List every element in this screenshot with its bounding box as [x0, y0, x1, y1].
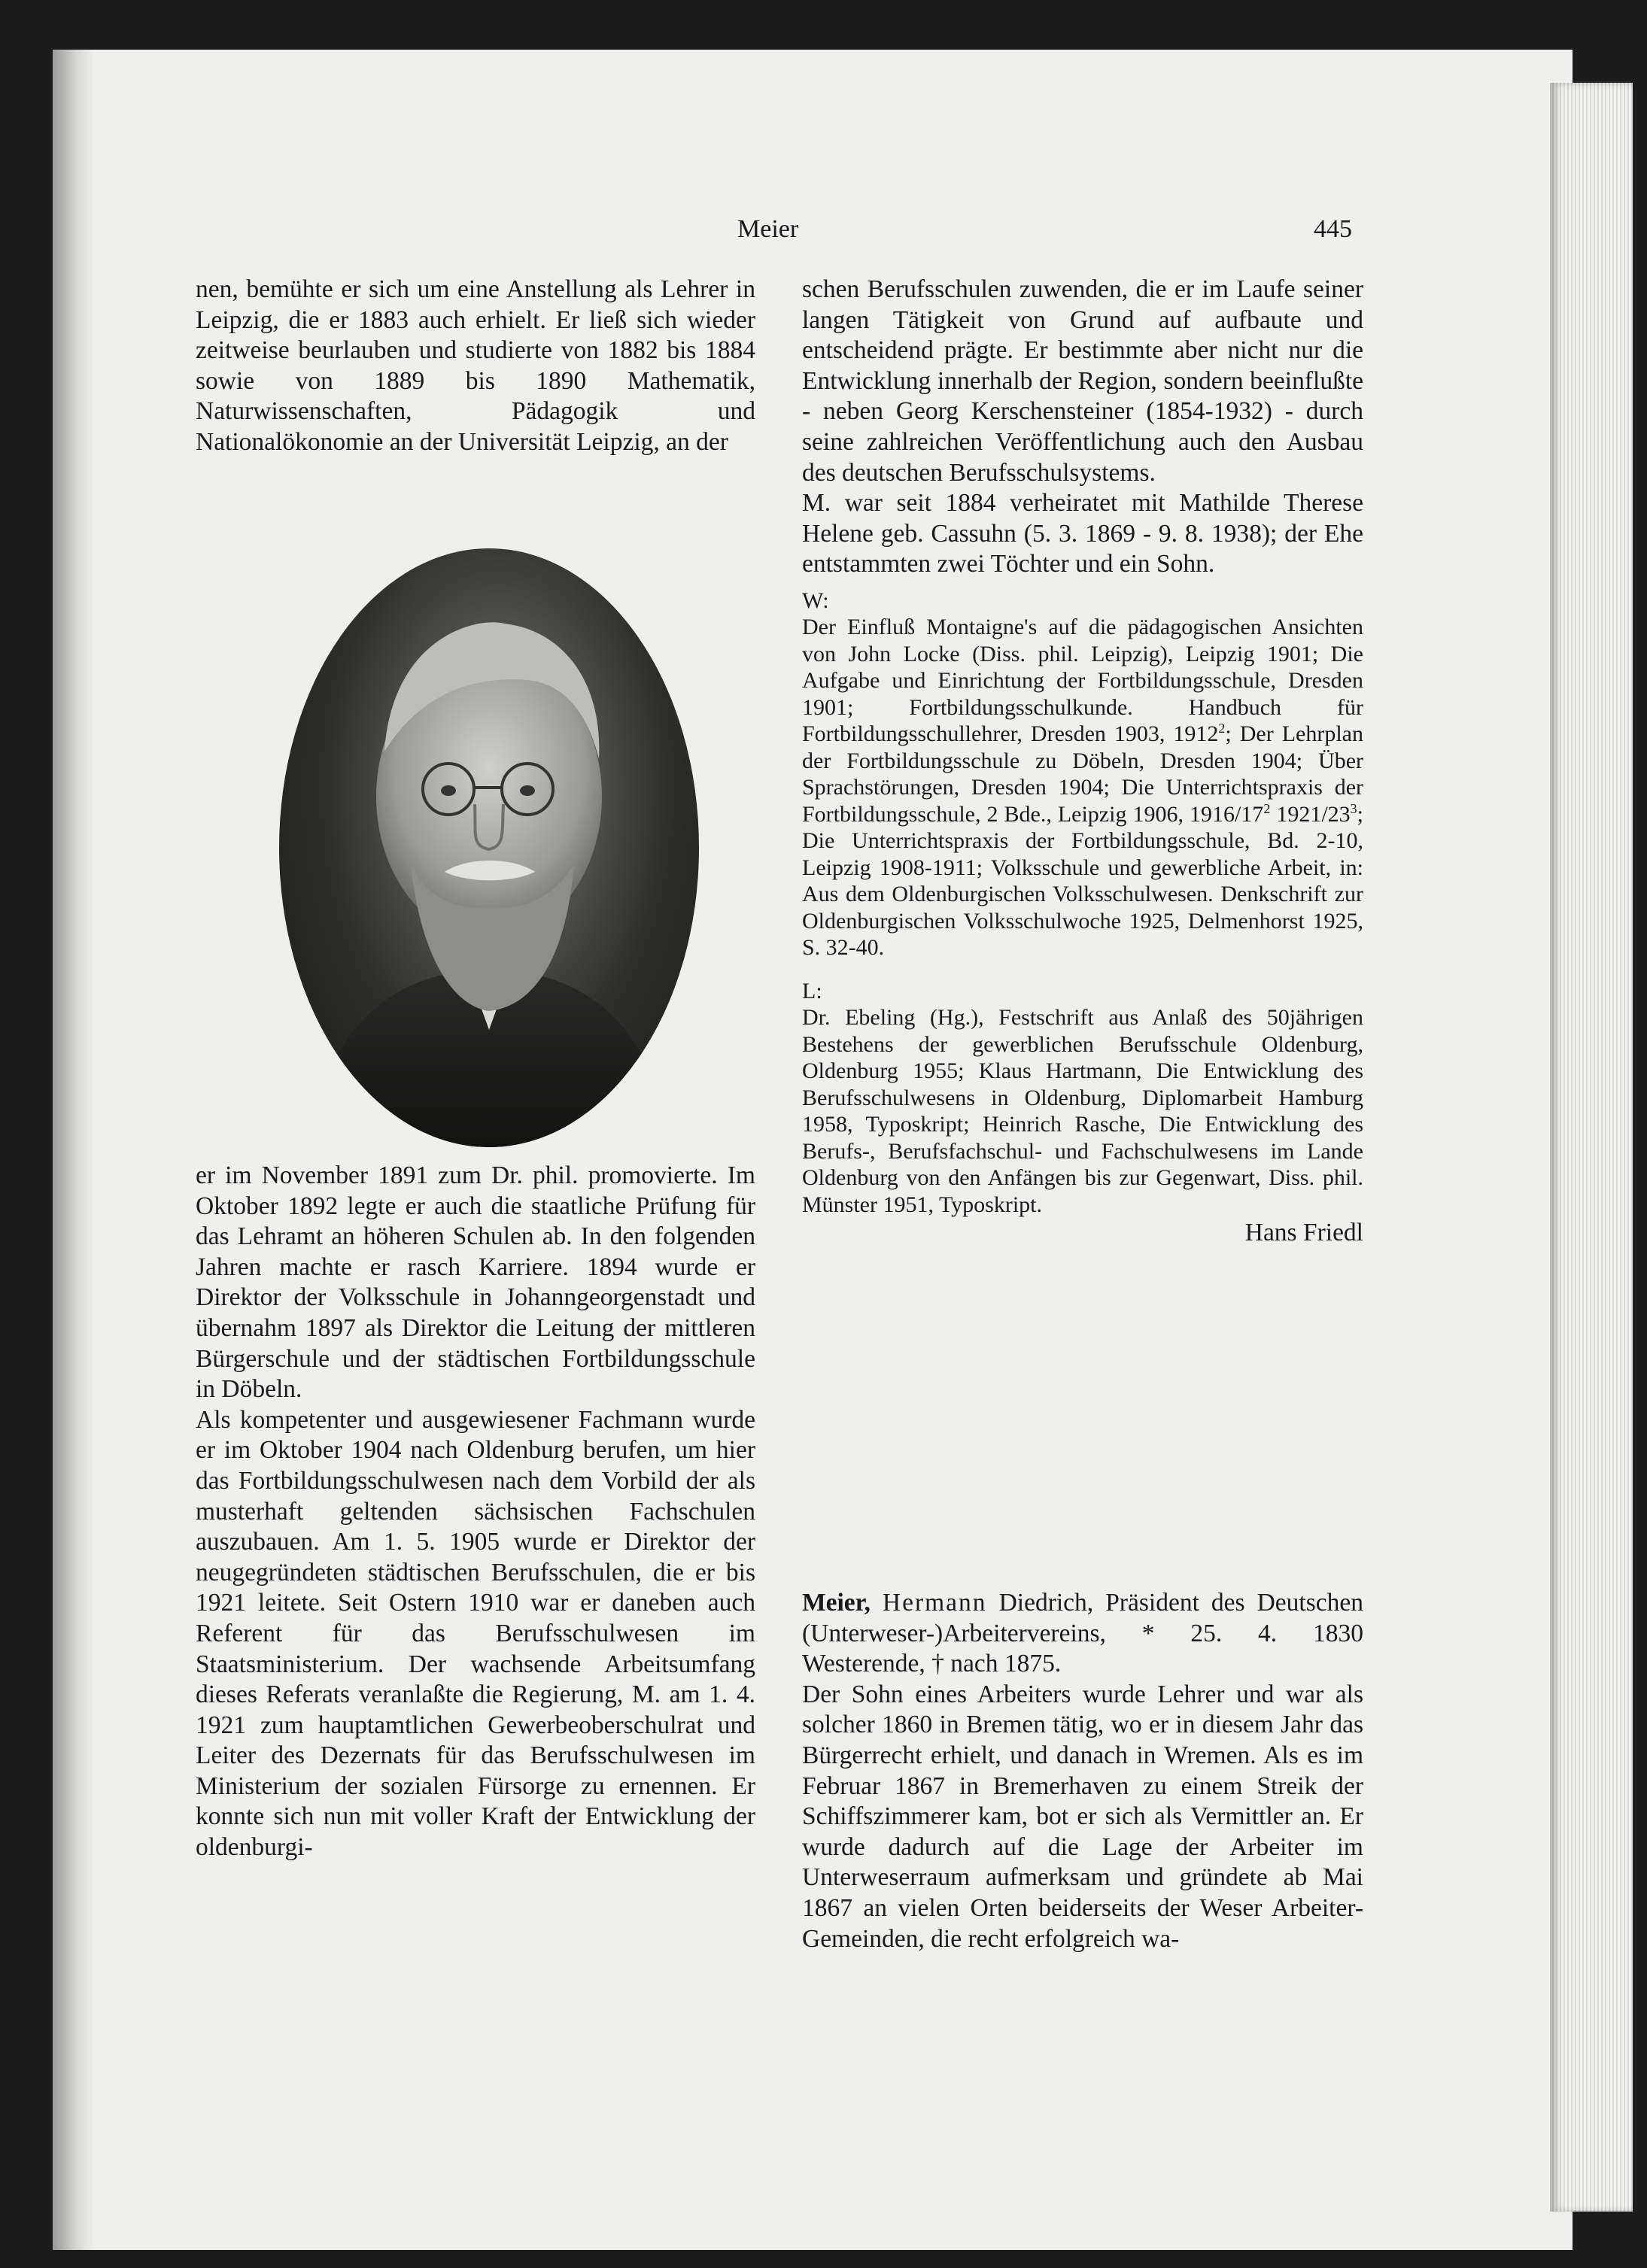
- entry-description: Diedrich, Präsident des Deutschen (Unterweser-)Arbeitervereins, * 25. 4. 1830 Westerende, † nach 1875.: [802, 1589, 1363, 1678]
- entry-heading: [802, 1588, 1363, 1680]
- portrait-photo: [279, 548, 699, 1147]
- paragraph: nen, bemühte er sich um eine Anstellung als Lehrer in Leipzig, die er 1883 auch erhielt. Er ließ sich wieder zeitweise beurlauben und studierte von 1882 bis 1884 sowie von 1889 bis 1890 Mathematik, Naturwissenschaften, Pädagogik und Nationalökonomie an der Universität Leipzig, an der: [196, 275, 755, 456]
- page-edges: [1550, 83, 1633, 2212]
- portrait-illustration: [279, 548, 699, 1147]
- entry-surname: Meier,: [802, 1589, 871, 1617]
- entry-given-name: Hermann: [882, 1589, 987, 1617]
- right-column-bottom: [802, 1588, 1363, 1954]
- left-column-top: [196, 275, 755, 458]
- literature-label: L:: [802, 978, 822, 1003]
- right-column-top: [802, 275, 1363, 1249]
- literature-list: Dr. Ebeling (Hg.), Festschrift aus Anlaß des 50jährigen Bestehens der gewerblichen Berufsschule Oldenburg, Oldenburg 1955; Klaus Hartmann, Die Entwicklung des Berufsschulwesens in Oldenburg, Diplomarbeit Hamburg 1958, Typoskript; Heinrich Rasche, Die Entwicklung des Berufs-, Berufsfachschul- und Fachschulwesens im Lande Oldenburg von den Anfängen bis zur Gegenwart, Diss. phil. Münster 1951, Typoskript.: [802, 1005, 1363, 1217]
- left-column-bottom: [196, 1161, 755, 1863]
- works-label: W:: [802, 587, 829, 613]
- paragraph: Als kompetenter und ausgewiesener Fachmann wurde er im Oktober 1904 nach Oldenburg berufen, um hier das Fortbildungsschulwesen nach dem Vorbild der als musterhaft geltenden sächsischen Fachschulen auszubauen. Am 1. 5. 1905 wurde er Direktor der neugegründeten städtischen Berufsschulen, die er bis 1921 leitete. Seit Ostern 1910 war er daneben auch Referent für das Berufsschulwesen im Staatsministerium. Der wachsende Arbeitsumfang dieses Referats veranlaßte die Regierung, M. am 1. 4. 1921 zum hauptamtlichen Gewerbeoberschulrat und Leiter des Dezernats für das Berufsschulwesen im Ministerium der sozialen Fürsorge zu ernennen. Er konnte sich nun mit voller Kraft der Entwicklung der oldenburgi-: [196, 1405, 755, 1862]
- paragraph: er im November 1891 zum Dr. phil. promovierte. Im Oktober 1892 legte er auch die staatliche Prüfung für das Lehramt an höheren Schulen ab. In den folgenden Jahren machte er rasch Karriere. 1894 wurde er Direktor der Volksschule in Johanngeorgenstadt und übernahm 1897 als Direktor die Leitung der mittleren Bürgerschule und der städtischen Fortbildungsschule in Döbeln.: [196, 1161, 755, 1404]
- book-gutter: [53, 50, 94, 2250]
- paragraph: M. war seit 1884 verheiratet mit Mathilde Therese Helene geb. Cassuhn (5. 3. 1869 - 9. 8. 1938); der Ehe entstammten zwei Töchter und ein Sohn.: [802, 489, 1363, 578]
- article-author: Hans Friedl: [1244, 1219, 1363, 1247]
- paragraph: schen Berufsschulen zuwenden, die er im Laufe seiner langen Tätigkeit von Grund auf aufbaute und entscheidend prägte. Er bestimmte aber nicht nur die Entwicklung innerhalb der Region, sondern beeinflußte - neben Georg Kerschensteiner (1854-1932) - durch seine zahlreichen Veröffentlichung auch den Ausbau des deutschen Berufsschulsystems.: [802, 275, 1363, 487]
- page-number: 445: [1314, 215, 1352, 243]
- paragraph: Der Sohn eines Arbeiters wurde Lehrer und war als solcher 1860 in Bremen tätig, wo er in diesem Jahr das Bürgerrecht erhielt, und danach in Wremen. Als es im Februar 1867 in Bremerhaven zu einem Streik der Schiffszimmerer kam, bot er sich als Vermittler an. Er wurde dadurch auf die Lage der Arbeiter im Unterweserraum aufmerksam und gründete ab Mai 1867 an vielen Orten beiderseits der Weser Arbeiter-Gemeinden, die recht erfolgreich wa-: [802, 1680, 1363, 1953]
- running-header: Meier: [737, 215, 799, 243]
- works-list: Der Einfluß Montaigne's auf die pädagogischen Ansichten von John Locke (Diss. phil. Leipzig), Leipzig 1901; Die Aufgabe und Einrichtung der Fortbildungsschule, Dresden 1901; Fortbildungsschulkunde. Handbuch für Fortbildungsschullehrer, Dresden 1903, 1912$^2$; Der Lehrplan der Fortbildungsschule zu Döbeln, Dresden 1904; Über Sprachstörungen, Dresden 1904; Die Unterrichtspraxis der Fortbildungsschule, 2 Bde., Leipzig 1906, $1916/17^2$ $1921/23^3$; Die Unterrichtspraxis der Fortbildungsschule, Bd. 2-10, Leipzig 1908-1911; Volksschule und gewerbliche Arbeit, in: Aus dem Oldenburgischen Volksschulwesen. Denkschrift zur Oldenburgischen Volksschulwoche 1925, Delmenhorst 1925, S. 32-40.: [802, 615, 1363, 961]
